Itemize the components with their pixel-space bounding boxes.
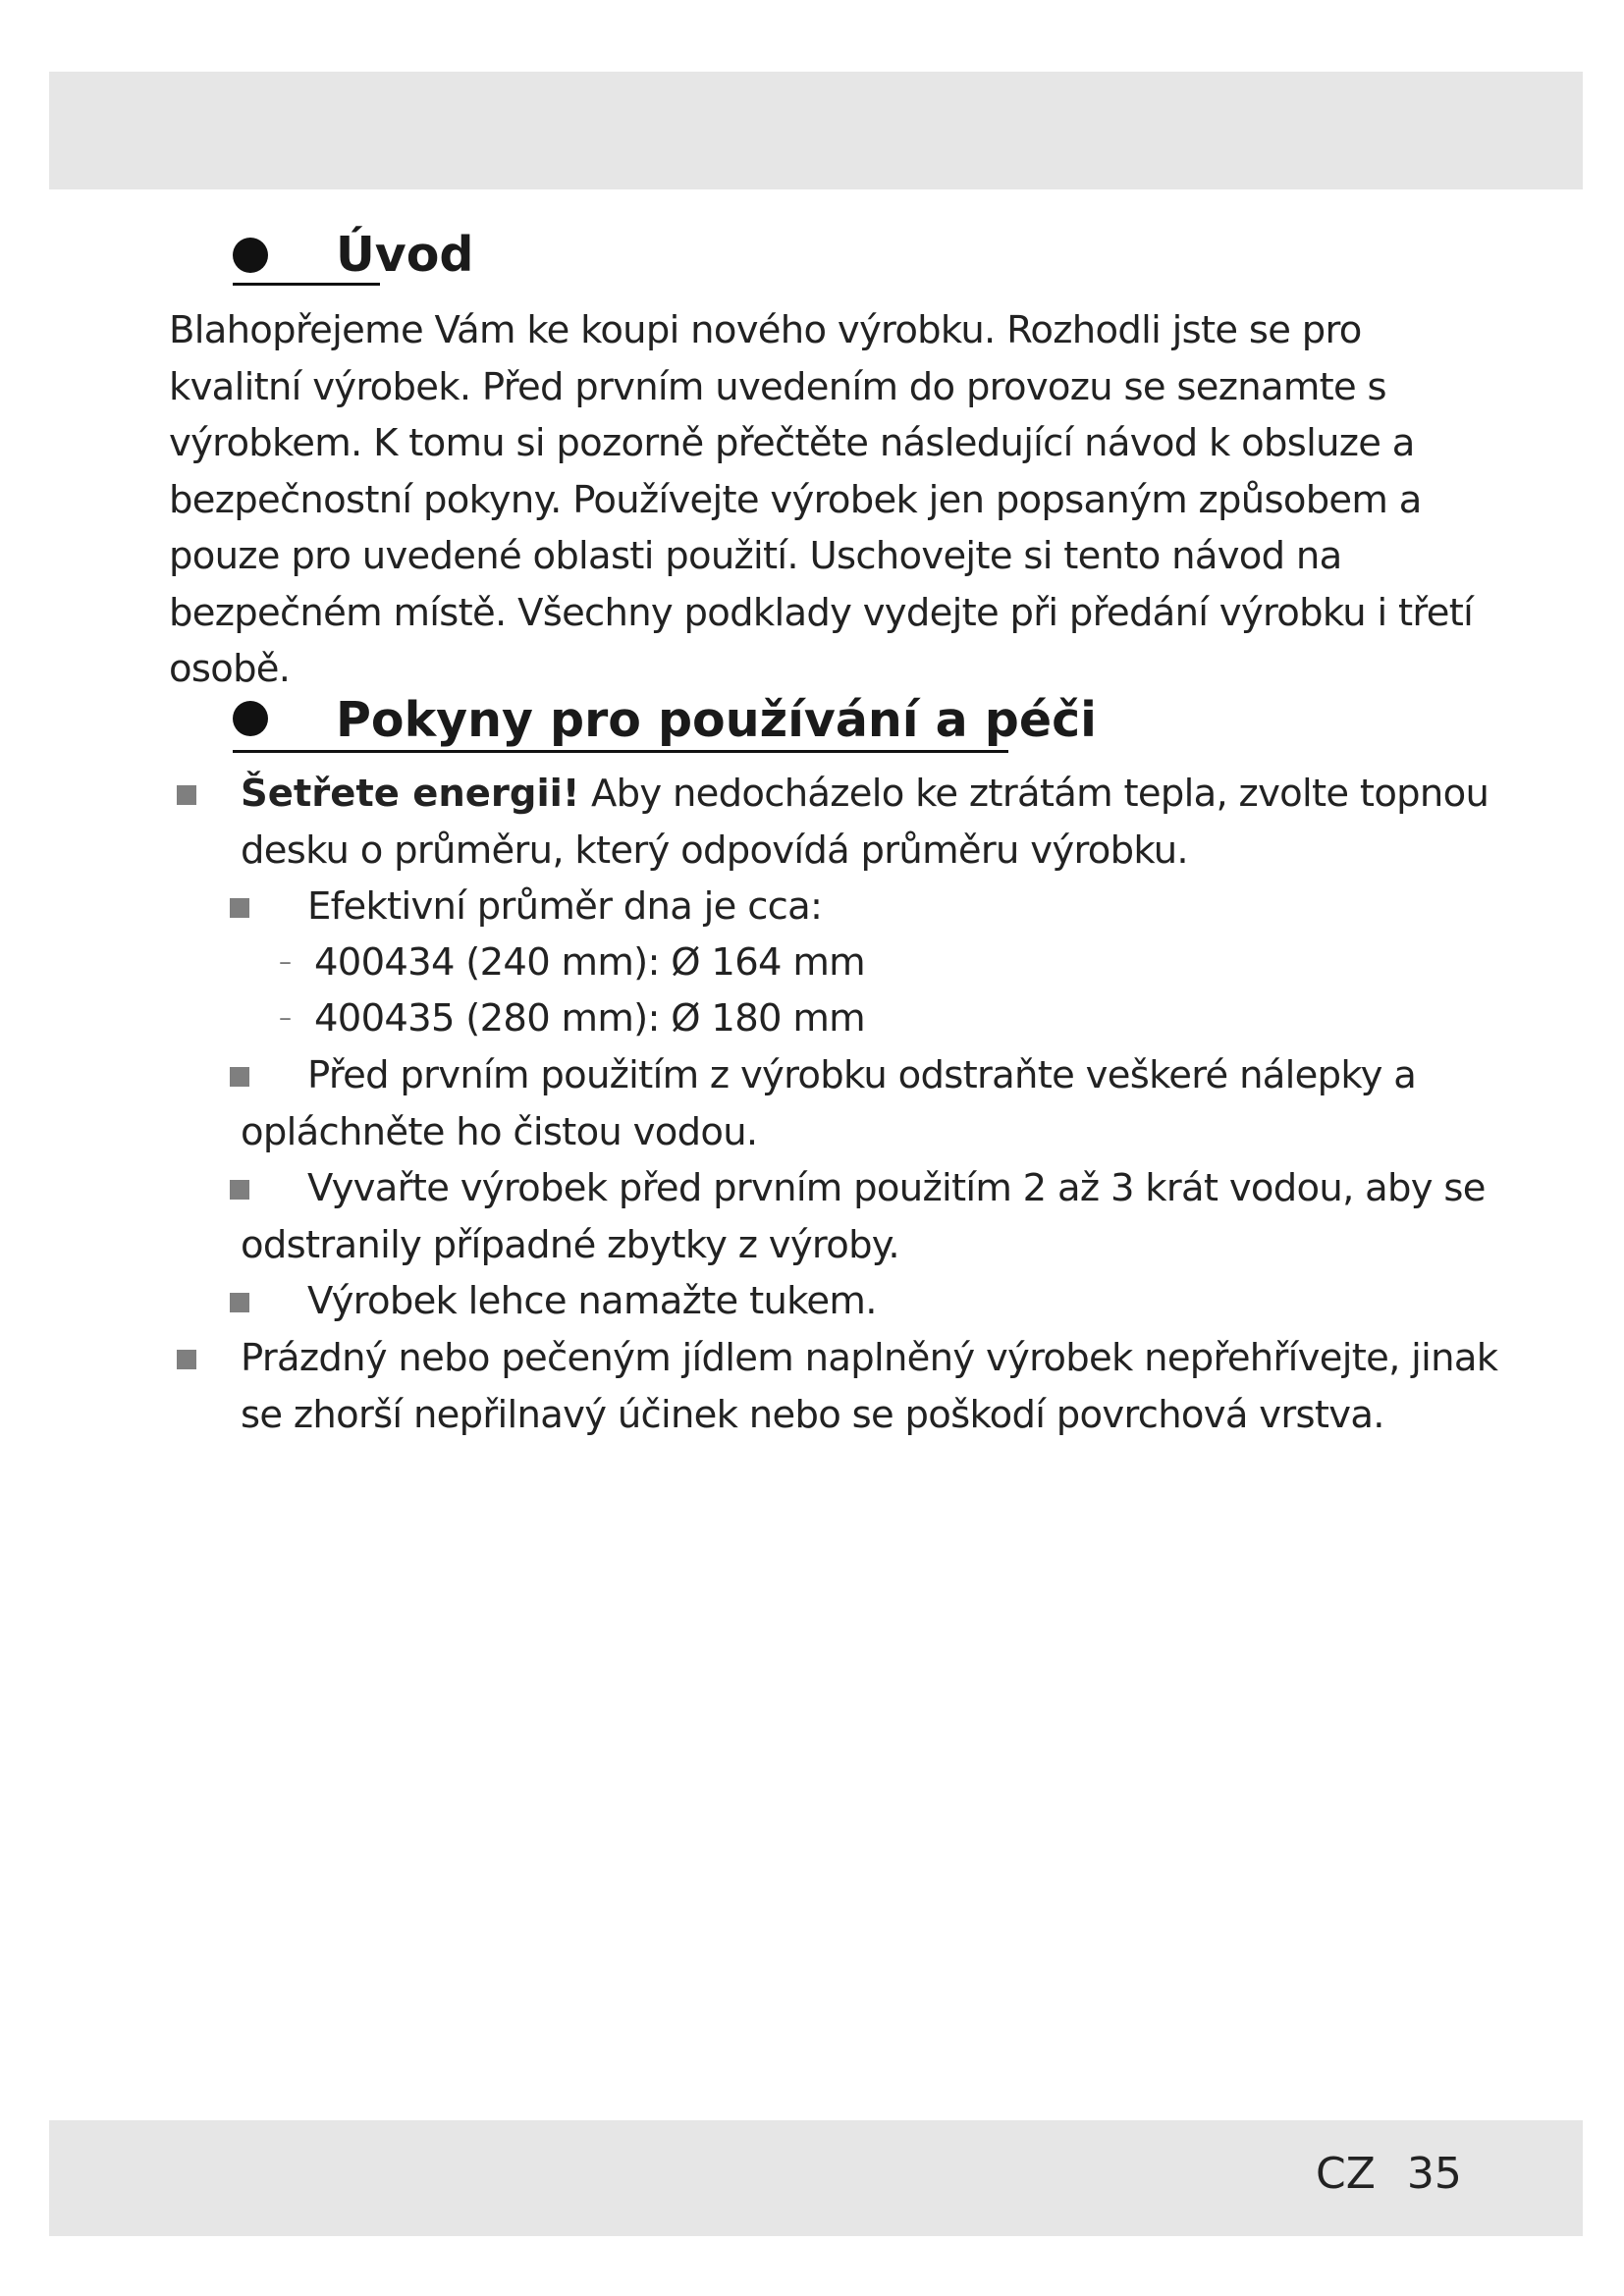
list-item-overheat	[0, 1330, 1624, 1443]
heading-underline	[233, 750, 1008, 753]
heading-bullet-icon	[233, 238, 268, 273]
list-item-diameter	[0, 879, 1624, 935]
section-title-care: Pokyny pro používání a péči	[336, 692, 1097, 748]
dash-bullet: –	[279, 947, 292, 977]
dash-bullet: –	[279, 1003, 292, 1033]
square-bullet-icon	[230, 898, 249, 918]
section-title-intro: Úvod	[336, 227, 474, 283]
language-code: CZ	[1316, 2149, 1376, 2199]
page-footer	[1316, 2145, 1462, 2204]
page-number: 35	[1406, 2149, 1462, 2199]
heading-bullet-icon	[233, 701, 268, 736]
list-item-text: Šetřete energii! Aby nedocházelo ke ztrátám tepla, zvolte topnou	[241, 772, 1489, 816]
list-item-text: Prázdný nebo pečeným jídlem naplněný výrobek nepřehřívejte, jinak	[241, 1336, 1498, 1380]
list-item-text: opláchněte ho čistou vodou.	[241, 1109, 758, 1154]
list-item-grease	[0, 1273, 1624, 1330]
square-bullet-icon	[177, 785, 196, 805]
diameter-value: 400435 (280 mm): Ø 180 mm	[314, 996, 865, 1041]
heading-underline	[233, 283, 380, 286]
intro-paragraph: Blahopřejeme Vám ke koupi nového výrobku. Rozhodli jste se pro kvalitní výrobek. Před prvním uvedením do provozu se seznamte s výrobkem. K tomu si pozorně přečtěte následující návod k obsluze a bezpečnostní pokyny. Používejte výrobek jen popsaným způsobem a pouze pro uvedené oblasti použití. Uschovejte si tento návod na bezpečném místě. Všechny podklady vydejte při předání výrobku i třetí osobě.	[169, 308, 1474, 691]
list-item-text: Výrobek lehce namažte tukem.	[307, 1279, 877, 1323]
list-item-text: odstranily případné zbytky z výroby.	[241, 1222, 899, 1267]
list-item-text: desku o průměru, který odpovídá průměru výrobku.	[241, 828, 1188, 873]
square-bullet-icon	[177, 1350, 196, 1369]
list-item-boil	[0, 1160, 1624, 1273]
diameter-value: 400434 (240 mm): Ø 164 mm	[314, 940, 865, 985]
square-bullet-icon	[230, 1180, 249, 1200]
square-bullet-icon	[230, 1067, 249, 1087]
square-bullet-icon	[230, 1293, 249, 1312]
list-item-text: Před prvním použitím z výrobku odstraňte veškeré nálepky a	[307, 1053, 1417, 1097]
list-item-text: Vyvařte výrobek před prvním použitím 2 až 3 krát vodou, aby se	[307, 1166, 1486, 1210]
list-item-energy	[0, 766, 1624, 879]
header-band	[49, 72, 1583, 189]
list-item-text: Efektivní průměr dna je cca:	[307, 884, 823, 929]
list-item-text: se zhorší nepřilnavý účinek nebo se poškodí povrchová vrstva.	[241, 1392, 1384, 1437]
list-item-stickers	[0, 1047, 1624, 1160]
emphasis-text: Šetřete energii!	[241, 772, 580, 816]
